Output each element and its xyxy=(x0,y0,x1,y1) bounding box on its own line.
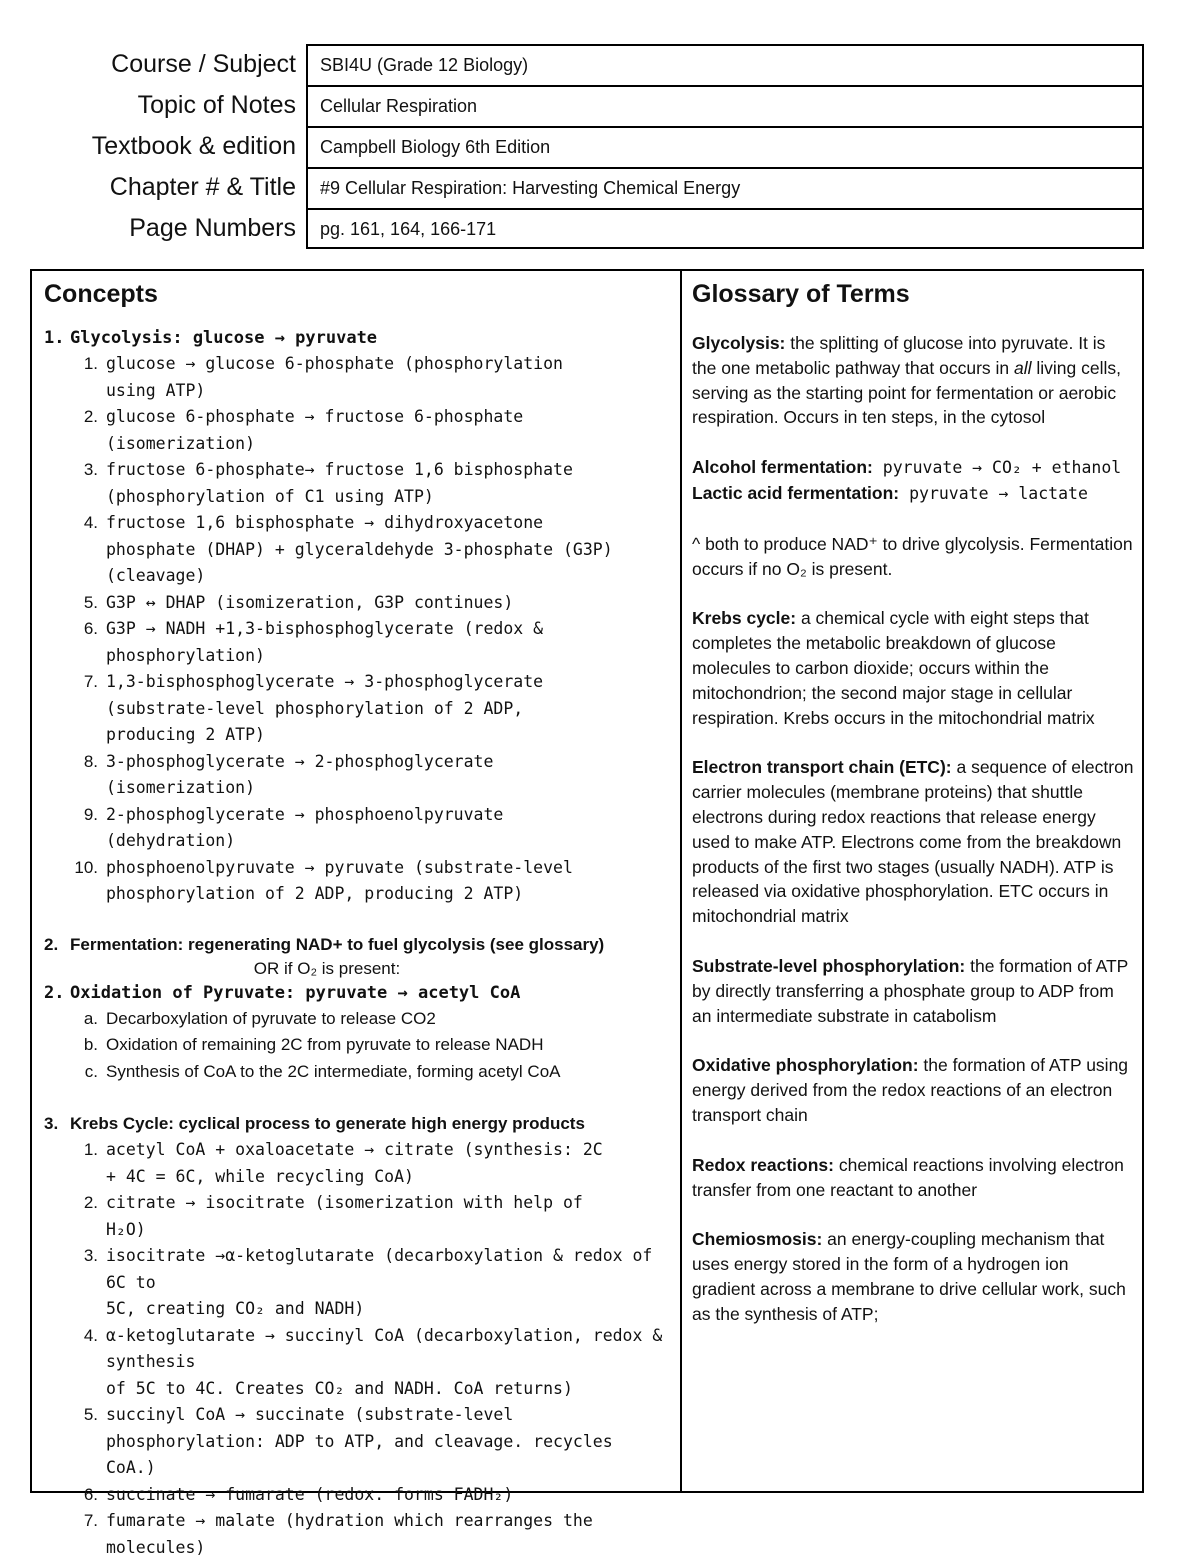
glossary-entry: Substrate-level phosphorylation: the formation of ATP by directly transferring a phosphate group to ADP from an intermediate substrate in catabolism xyxy=(692,955,1129,1026)
krebs-num: 3. xyxy=(44,1114,59,1133)
step-number: 1. xyxy=(83,354,98,373)
step-number: 4. xyxy=(83,513,98,532)
krebs-step xyxy=(44,1508,670,1561)
step-number: 7. xyxy=(83,672,98,691)
step-text: G3P → NADH +1,3-bisphosphoglycerate (redox & phosphorylation) xyxy=(106,619,544,665)
glossary-entry: Glycolysis: the splitting of glucose into pyruvate. It is the one metabolic pathway that occurs in all living cells, serving as the starting point for fermentation or aerobic respiration. Occurs in ten steps, in the cytosol xyxy=(692,333,1121,428)
step-text: G3P ↔ DHAP (isomizeration, G3P continues) xyxy=(106,592,514,612)
step-text: succinate → fumarate (redox. forms FADH₂) xyxy=(106,1484,514,1504)
glossary-heading: Glossary of Terms xyxy=(692,280,910,308)
step-number: 3. xyxy=(83,460,98,479)
glossary-note: ^ both to produce NAD⁺ to drive glycolysis. Fermentation occurs if no O₂ is present. xyxy=(692,533,1133,579)
glycolysis-title: Glycolysis: glucose → pyruvate xyxy=(70,328,378,348)
step-text: glucose → glucose 6-phosphate (phosphorylation using ATP) xyxy=(106,354,563,400)
step-number: 5. xyxy=(83,592,98,612)
step-number: 1. xyxy=(83,1140,98,1159)
oxidation-steps xyxy=(44,1006,670,1086)
step-number: c. xyxy=(84,1061,98,1081)
textbook-value: Campbell Biology 6th Edition xyxy=(306,126,1144,167)
concepts-column xyxy=(32,271,682,1557)
header-row-topic xyxy=(30,85,1144,126)
oxidation-step xyxy=(44,1059,670,1086)
oxidation-title: Oxidation of Pyruvate: pyruvate → acetyl CoA xyxy=(70,982,521,1003)
step-number: 2. xyxy=(83,407,98,426)
pages-label: Page Numbers xyxy=(129,214,296,242)
krebs-title: Krebs Cycle: cyclical process to generate high energy products xyxy=(70,1114,585,1133)
glycolysis-step xyxy=(44,510,670,590)
fermentation-num: 2. xyxy=(44,934,59,954)
step-number: 3. xyxy=(83,1246,98,1265)
step-number: 10. xyxy=(74,857,98,877)
header-row-course xyxy=(30,44,1144,85)
chapter-value: #9 Cellular Respiration: Harvesting Chemical Energy xyxy=(306,167,1144,208)
step-text: fructose 1,6 bisphosphate → dihydroxyacetone phosphate (DHAP) + glyceraldehyde 3-phosphate (G3P) (cleavage) xyxy=(106,513,613,585)
concepts-heading: Concepts xyxy=(44,280,158,308)
glycolysis-section-title xyxy=(44,325,670,351)
glossary-entry: Alcohol fermentation: pyruvate → CO₂ + ethanol xyxy=(692,457,1122,478)
step-text: glucose 6-phosphate → fructose 6-phosphate (isomerization) xyxy=(106,407,524,453)
glycolysis-step xyxy=(44,404,670,457)
textbook-label: Textbook & edition xyxy=(91,132,296,160)
glossary-entry: Electron transport chain (ETC): a sequence of electron carrier molecules (membrane proteins) that shuttle electrons during redox reactions that release energy used to make ATP. Electrons come from the breakdown products of the first two stages (usually NADH). ATP is released via oxidative phosphorylation. ETC occurs in mitochondrial matrix xyxy=(692,757,1134,927)
step-text: citrate → isocitrate (isomerization with help of H₂O) xyxy=(106,1193,583,1239)
step-number: 8. xyxy=(83,751,98,771)
step-number: 6. xyxy=(83,1484,98,1504)
glossary-entry: Redox reactions: chemical reactions involving electron transfer from one reactant to another xyxy=(692,1154,1124,1200)
krebs-step xyxy=(44,1190,670,1243)
glycolysis-step xyxy=(44,669,670,749)
step-text: 3-phosphoglycerate → 2-phosphoglycerate (isomerization) xyxy=(106,751,494,797)
glycolysis-step xyxy=(44,749,670,802)
header-info-table xyxy=(30,44,1144,249)
step-number: 6. xyxy=(83,619,98,638)
step-number: 2. xyxy=(83,1193,98,1212)
step-text: 2-phosphoglycerate → phosphoenolpyruvate (dehydration) xyxy=(106,804,504,850)
oxidation-num: 2. xyxy=(44,982,65,1003)
glossary-entry: Chemiosmosis: an energy-coupling mechanism that uses energy stored in the form of a hydrogen ion gradient across a membrane to drive cellular work, such as the synthesis of ATP; xyxy=(692,1229,1126,1324)
krebs-step xyxy=(44,1402,670,1482)
krebs-step xyxy=(44,1323,670,1403)
glycolysis-step xyxy=(44,802,670,855)
glossary-entry: Lactic acid fermentation: pyruvate → lactate xyxy=(692,482,1088,503)
glossary-column xyxy=(682,271,1142,1491)
glycolysis-step xyxy=(44,351,670,404)
chapter-label: Chapter # & Title xyxy=(109,173,296,201)
step-number: 4. xyxy=(83,1325,98,1345)
glycolysis-num: 1. xyxy=(44,328,65,348)
step-number: a. xyxy=(83,1008,98,1028)
course-label: Course / Subject xyxy=(111,50,296,78)
header-row-textbook xyxy=(30,126,1144,167)
step-text: Oxidation of remaining 2C from pyruvate to release NADH xyxy=(106,1035,544,1054)
course-value: SBI4U (Grade 12 Biology) xyxy=(306,44,1144,85)
krebs-steps xyxy=(44,1137,670,1561)
step-text: acetyl CoA + oxaloacetate → citrate (synthesis: 2C + 4C = 6C, while recycling CoA) xyxy=(106,1140,603,1186)
topic-label: Topic of Notes xyxy=(137,91,296,119)
glossary-entry: Krebs cycle: a chemical cycle with eight steps that completes the metabolic breakdown of glucose molecules to carbon dioxide; occurs within the mitochondrion; the second major stage in cellular respiration. Krebs occurs in the mitochondrial matrix xyxy=(692,608,1095,728)
step-text: fumarate → malate (hydration which rearranges the molecules) xyxy=(106,1511,593,1557)
oxidation-section-title xyxy=(44,980,670,1006)
step-text: fructose 6-phosphate→ fructose 1,6 bisphosphate (phosphorylation of C1 using ATP) xyxy=(106,460,573,506)
step-number: b. xyxy=(83,1035,98,1054)
step-text: Synthesis of CoA to the 2C intermediate, forming acetyl CoA xyxy=(106,1061,561,1081)
step-number: 5. xyxy=(83,1405,98,1424)
krebs-step xyxy=(44,1243,670,1323)
notes-box xyxy=(30,269,1144,1557)
glycolysis-steps xyxy=(44,351,670,908)
glycolysis-step xyxy=(44,457,670,510)
or-line: OR if O₂ is present: xyxy=(253,958,401,978)
fermentation-section-title xyxy=(44,932,670,958)
header-row-pages xyxy=(30,208,1144,249)
step-number: 9. xyxy=(83,804,98,824)
step-number: 7. xyxy=(83,1511,98,1530)
oxidation-step xyxy=(44,1006,670,1033)
krebs-step xyxy=(44,1482,670,1509)
glycolysis-step xyxy=(44,855,670,908)
topic-value: Cellular Respiration xyxy=(306,85,1144,126)
oxidation-step xyxy=(44,1032,670,1059)
step-text: 1,3-bisphosphoglycerate → 3-phosphoglycerate (substrate-level phosphorylation of 2 ADP, producing 2 ATP) xyxy=(106,672,544,744)
header-row-chapter xyxy=(30,167,1144,208)
step-text: succinyl CoA → succinate (substrate-level phosphorylation: ADP to ATP, and cleavage. recycles CoA.) xyxy=(106,1405,613,1477)
pages-value: pg. 161, 164, 166-171 xyxy=(306,208,1144,249)
glycolysis-step xyxy=(44,616,670,669)
step-text: isocitrate →α-ketoglutarate (decarboxylation & redox of 6C to 5C, creating CO₂ and NADH) xyxy=(106,1246,653,1318)
step-text: phosphoenolpyruvate → pyruvate (substrate-level phosphorylation of 2 ADP, producing 2 ATP) xyxy=(106,857,573,903)
step-text: α-ketoglutarate → succinyl CoA (decarboxylation, redox & synthesis of 5C to 4C. Creates CO₂ and NADH. CoA returns) xyxy=(106,1325,663,1398)
step-text: Decarboxylation of pyruvate to release CO2 xyxy=(106,1008,436,1028)
fermentation-title: Fermentation: regenerating NAD+ to fuel glycolysis (see glossary) xyxy=(70,934,605,954)
glossary-entry: Oxidative phosphorylation: the formation of ATP using energy derived from the redox reactions of an electron transport chain xyxy=(692,1055,1129,1125)
krebs-step xyxy=(44,1137,670,1190)
glycolysis-step xyxy=(44,590,670,617)
krebs-section-title xyxy=(44,1111,670,1137)
